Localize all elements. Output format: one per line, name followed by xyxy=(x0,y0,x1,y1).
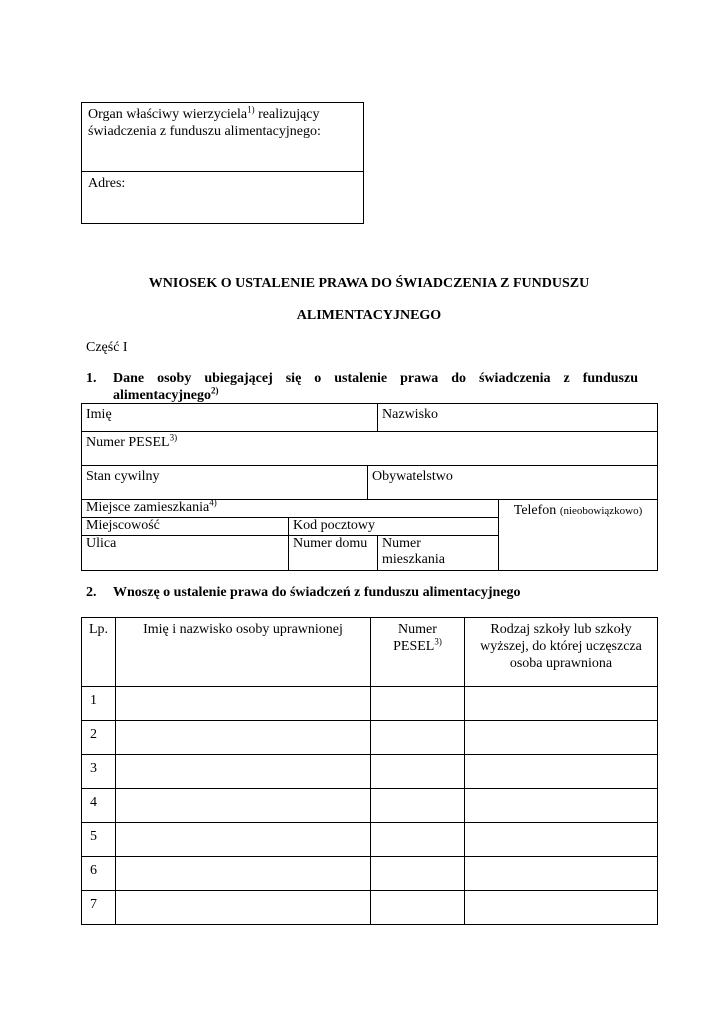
pesel-cell[interactable] xyxy=(371,755,465,789)
first-name-field[interactable] xyxy=(82,404,378,432)
table-row xyxy=(82,687,658,721)
document-title-line2: ALIMENTACYJNEGO xyxy=(296,308,442,323)
section2-heading-text: Wnoszę o ustalenie prawa do świadczeń z funduszu alimentacyjnego xyxy=(113,585,521,600)
row-number: 2 xyxy=(82,721,116,755)
beneficiaries-table xyxy=(81,617,658,925)
document-title-line1: WNIOSEK O USTALENIE PRAWA DO ŚWIADCZENIA Z FUNDUSZU xyxy=(148,276,590,291)
school-cell[interactable] xyxy=(465,789,658,823)
document-title xyxy=(81,268,657,332)
phone-note: (nieobowiązkowo) xyxy=(559,505,643,517)
pesel-cell[interactable] xyxy=(371,789,465,823)
apartment-number-label: Numer mieszkania xyxy=(382,536,446,567)
pesel-field[interactable] xyxy=(82,432,658,466)
table-row xyxy=(82,823,658,857)
organ-label: Organ właściwy wierzyciela$^{1)}$ realizujący świadczenia z funduszu alimentacyjnego: xyxy=(88,104,321,139)
row-number: 4 xyxy=(82,789,116,823)
table-row xyxy=(82,857,658,891)
phone-field[interactable] xyxy=(499,500,658,571)
col-pesel: Numer PESEL$^{3)}$ xyxy=(371,618,465,687)
pesel-cell[interactable] xyxy=(371,891,465,925)
organ-field[interactable] xyxy=(82,103,364,172)
first-name-label: Imię xyxy=(86,407,112,422)
last-name-label: Nazwisko xyxy=(382,407,439,422)
name-cell[interactable] xyxy=(116,687,371,721)
pesel-cell[interactable] xyxy=(371,721,465,755)
applicant-grid xyxy=(81,403,658,571)
house-number-field[interactable] xyxy=(289,536,378,571)
row-number: 3 xyxy=(82,755,116,789)
col-school: Rodzaj szkoły lub szkoły wyższej, do której uczęszcza osoba uprawniona xyxy=(465,618,658,687)
table-row xyxy=(82,891,658,925)
name-cell[interactable] xyxy=(116,823,371,857)
part-label: Część I xyxy=(86,340,128,355)
school-cell[interactable] xyxy=(465,823,658,857)
city-field[interactable] xyxy=(82,518,289,536)
col-name: Imię i nazwisko osoby uprawnionej xyxy=(116,618,371,687)
school-cell[interactable] xyxy=(465,721,658,755)
school-cell[interactable] xyxy=(465,755,658,789)
organ-address-label: Adres: xyxy=(88,176,126,191)
apartment-number-field[interactable] xyxy=(378,536,499,571)
table-row xyxy=(82,755,658,789)
postal-code-label: Kod pocztowy xyxy=(293,518,376,533)
name-cell[interactable] xyxy=(116,857,371,891)
name-cell[interactable] xyxy=(116,891,371,925)
row-number: 5 xyxy=(82,823,116,857)
name-cell[interactable] xyxy=(116,721,371,755)
street-label: Ulica xyxy=(86,536,117,551)
last-name-field[interactable] xyxy=(378,404,658,432)
citizenship-label: Obywatelstwo xyxy=(372,469,453,484)
pesel-label: Numer PESEL$^{3)}$ xyxy=(86,432,178,450)
row-number: 1 xyxy=(82,687,116,721)
street-field[interactable] xyxy=(82,536,289,571)
citizenship-field[interactable] xyxy=(368,466,658,500)
table-row xyxy=(82,721,658,755)
pesel-cell[interactable] xyxy=(371,687,465,721)
name-cell[interactable] xyxy=(116,755,371,789)
section2-heading xyxy=(86,584,638,601)
pesel-cell[interactable] xyxy=(371,857,465,891)
city-label: Miejscowość xyxy=(86,518,160,533)
house-number-label: Numer domu xyxy=(293,536,368,551)
phone-label: Telefon xyxy=(513,503,557,518)
section2-number: 2. xyxy=(86,585,97,600)
marital-status-label: Stan cywilny xyxy=(86,469,160,484)
section1-heading-text: Dane osoby ubiegającej się o ustalenie prawa do świadczenia z funduszu alimentacyjnego xyxy=(113,371,638,403)
pesel-cell[interactable] xyxy=(371,823,465,857)
table-row xyxy=(82,789,658,823)
school-cell[interactable] xyxy=(465,687,658,721)
postal-code-field[interactable] xyxy=(289,518,499,536)
marital-status-field[interactable] xyxy=(82,466,368,500)
organ-box xyxy=(81,102,364,224)
organ-address-field[interactable] xyxy=(82,172,364,224)
row-number: 6 xyxy=(82,857,116,891)
name-cell[interactable] xyxy=(116,789,371,823)
school-cell[interactable] xyxy=(465,857,658,891)
section1-heading: 1. Dane osoby ubiegającej się o ustalenie prawa do świadczenia z funduszu alimentacyjnego$^{2)}$ xyxy=(86,371,638,403)
residence-label: Miejsce zamieszkania$^{4)}$ xyxy=(86,497,217,515)
col-lp: Lp. xyxy=(82,618,116,687)
school-cell[interactable] xyxy=(465,891,658,925)
section1-number: 1. xyxy=(86,371,97,386)
row-number: 7 xyxy=(82,891,116,925)
residence-header xyxy=(82,497,499,518)
